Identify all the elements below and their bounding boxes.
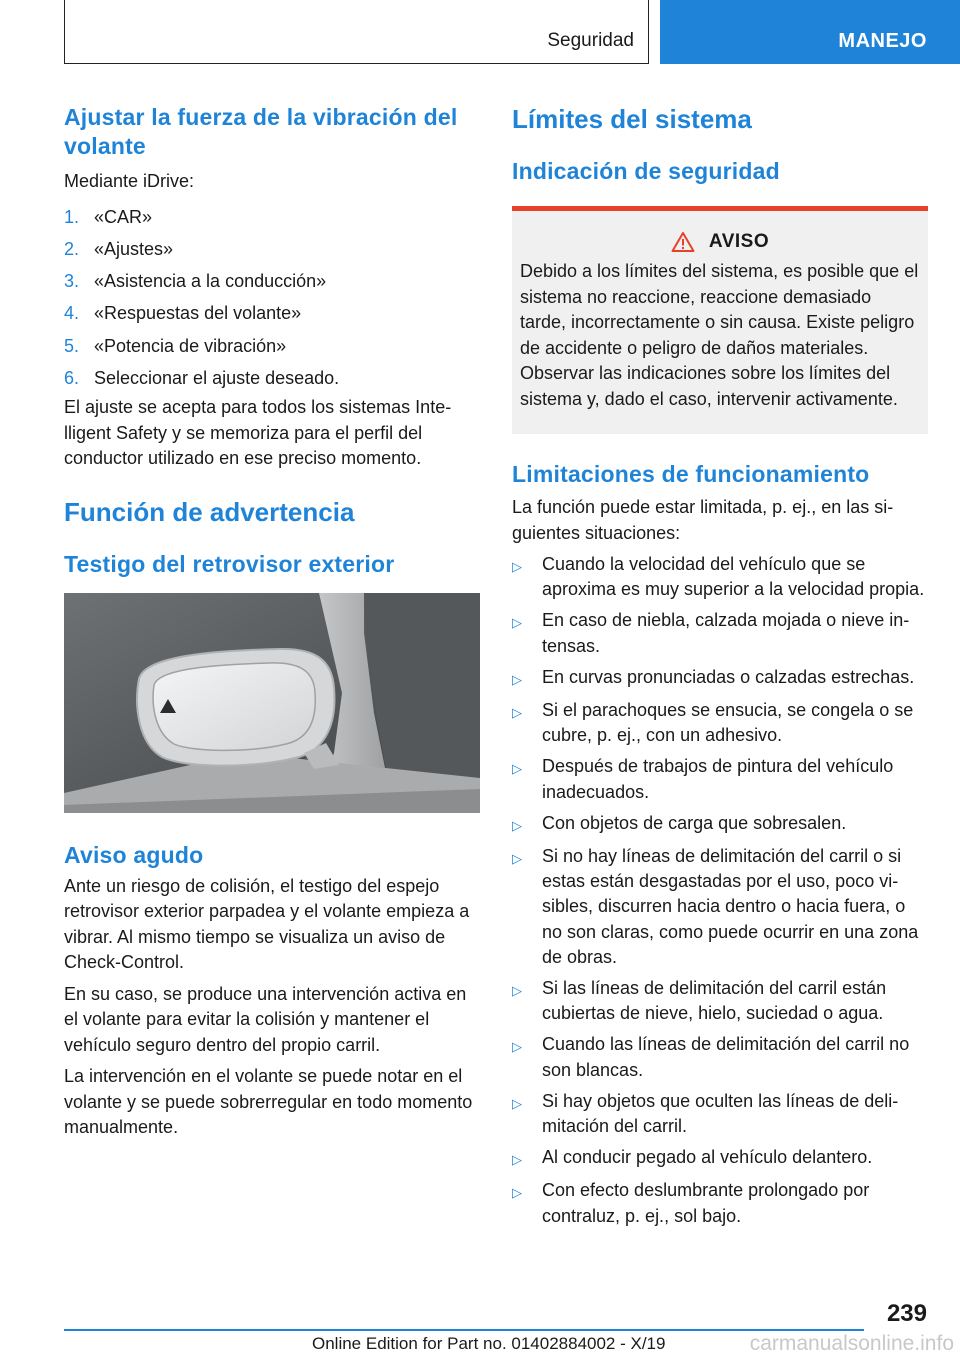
intervention-text: En su caso, se produce una intervención activa en el volante para evitar la colisión y mantener el vehículo seguro dentro del propio carril. bbox=[64, 983, 467, 1055]
list-item: ▷ Después de trabajos de pintura del vehículo inadecuados. bbox=[512, 754, 928, 804]
bullet-triangle-icon: ▷ bbox=[512, 761, 522, 777]
idrive-intro: Mediante iDrive: bbox=[64, 171, 195, 191]
bullet-triangle-icon: ▷ bbox=[512, 1152, 522, 1168]
bullet-triangle-icon: ▷ bbox=[512, 1039, 522, 1055]
footer-edition: Online Edition for Part no. 01402884002 - X/19 bbox=[312, 1334, 666, 1353]
list-item: 3. «Asistencia a la conducción» bbox=[64, 271, 327, 292]
acute-warning-heading: Aviso agudo bbox=[64, 841, 204, 868]
function-limits-heading: Limitaciones de funcionamiento bbox=[512, 461, 870, 487]
list-item: ▷ En curvas pronunciadas o calzadas estrechas. bbox=[512, 665, 928, 692]
setting-note: El ajuste se acepta para todos los sistemas Intelligent Safety y se memoriza para el perfil del conductor utilizado en ese preciso momento. bbox=[64, 397, 452, 469]
bullet-triangle-icon: ▷ bbox=[512, 615, 522, 631]
list-item: ▷ Si no hay líneas de delimitación del carril o si estas están desgastadas por el uso, poco visibles, discurren hacia dentro o hacia fuera, o no son claras, como puede ocurrir en una zona de obras. bbox=[512, 844, 928, 970]
list-item: ▷ Al conducir pegado al vehículo delantero. bbox=[512, 1145, 928, 1172]
list-item: ▷ Si hay objetos que oculten las líneas de delimitación del carril. bbox=[512, 1089, 928, 1139]
header-section-box bbox=[64, 0, 649, 64]
list-item: 2. «Ajustes» bbox=[64, 238, 174, 259]
warning-box bbox=[512, 206, 928, 434]
bullet-triangle-icon: ▷ bbox=[512, 851, 522, 867]
step-list bbox=[64, 205, 480, 399]
warning-header bbox=[520, 231, 920, 253]
list-item: 6. Seleccionar el ajuste deseado. bbox=[64, 367, 340, 388]
bullet-triangle-icon: ▷ bbox=[512, 983, 522, 999]
header-chapter-label: MANEJO bbox=[838, 30, 927, 52]
page-number: 239 bbox=[886, 1300, 927, 1327]
warning-text: Debido a los límites del sistema, es posible que el sistema no reaccione, reaccione demasiado tarde, incorrectamente o sin causa. Existe peligro de accidente o peligro de daños materiales. Observar las indicaciones sobre los límites del sistema y, dado el caso, intervenir activamente. bbox=[520, 261, 919, 409]
list-item: ▷ Si las líneas de delimitación del carril están cubiertas de nieve, hielo, suciedad o agua. bbox=[512, 976, 928, 1026]
warning-function-heading: Función de advertencia bbox=[64, 496, 355, 527]
watermark: carmanualsonline.info bbox=[749, 1332, 954, 1355]
safety-notice-heading: Indicación de seguridad bbox=[512, 158, 780, 184]
list-item: 4. «Respuestas del volante» bbox=[64, 303, 302, 324]
limitations-list bbox=[512, 552, 928, 1229]
warning-title: AVISO bbox=[708, 231, 770, 252]
mirror-indicator-heading: Testigo del retrovisor exterior bbox=[64, 550, 395, 577]
bullet-triangle-icon: ▷ bbox=[512, 705, 522, 721]
list-item: ▷ Con efecto deslumbrante prolongado por contraluz, p. ej., sol bajo. bbox=[512, 1178, 928, 1228]
bullet-triangle-icon: ▷ bbox=[512, 1185, 522, 1201]
bullet-triangle-icon: ▷ bbox=[512, 559, 522, 574]
side-mirror-illustration bbox=[64, 593, 480, 813]
limits-intro: La función puede estar limitada, p. ej., en las siguientes situaciones: bbox=[512, 497, 894, 543]
system-limits-heading: Límites del sistema bbox=[512, 104, 752, 134]
list-item: 5. «Potencia de vibración» bbox=[64, 335, 287, 356]
list-item: ▷ Cuando la velocidad del vehículo que se aproxima es muy superior a la velocidad propia. bbox=[512, 552, 928, 602]
vibration-heading: Ajustar la fuerza de la vibración del volante bbox=[64, 104, 458, 159]
bullet-triangle-icon: ▷ bbox=[512, 817, 522, 833]
list-item: ▷ Con objetos de carga que sobresalen. bbox=[512, 811, 928, 838]
list-item: 1. «CAR» bbox=[64, 206, 153, 227]
footer-divider bbox=[64, 1329, 864, 1331]
override-text: La intervención en el volante se puede notar en el volante y se puede sobrerregular en todo momento manualmente. bbox=[64, 1066, 473, 1138]
list-item: ▷ En caso de niebla, calzada mojada o nieve intensas. bbox=[512, 608, 928, 658]
bullet-triangle-icon: ▷ bbox=[512, 1095, 522, 1111]
left-column bbox=[64, 103, 480, 1141]
bullet-triangle-icon: ▷ bbox=[512, 671, 522, 687]
header-chapter-tab[interactable] bbox=[660, 0, 960, 64]
header-section-label: Seguridad bbox=[547, 30, 634, 51]
acute-warning-text: Ante un riesgo de colisión, el testigo del espejo retrovisor exterior parpadea y el volante empieza a vibrar. Al mismo tiempo se visualiza un aviso de Check-Control. bbox=[64, 875, 470, 973]
warning-triangle-icon bbox=[671, 231, 695, 253]
list-item: ▷ Si el parachoques se ensucia, se congela o se cubre, p. ej., con un adhesivo. bbox=[512, 698, 928, 748]
list-item: ▷ Cuando las líneas de delimitación del carril no son blancas. bbox=[512, 1032, 928, 1082]
right-column bbox=[512, 103, 928, 1229]
